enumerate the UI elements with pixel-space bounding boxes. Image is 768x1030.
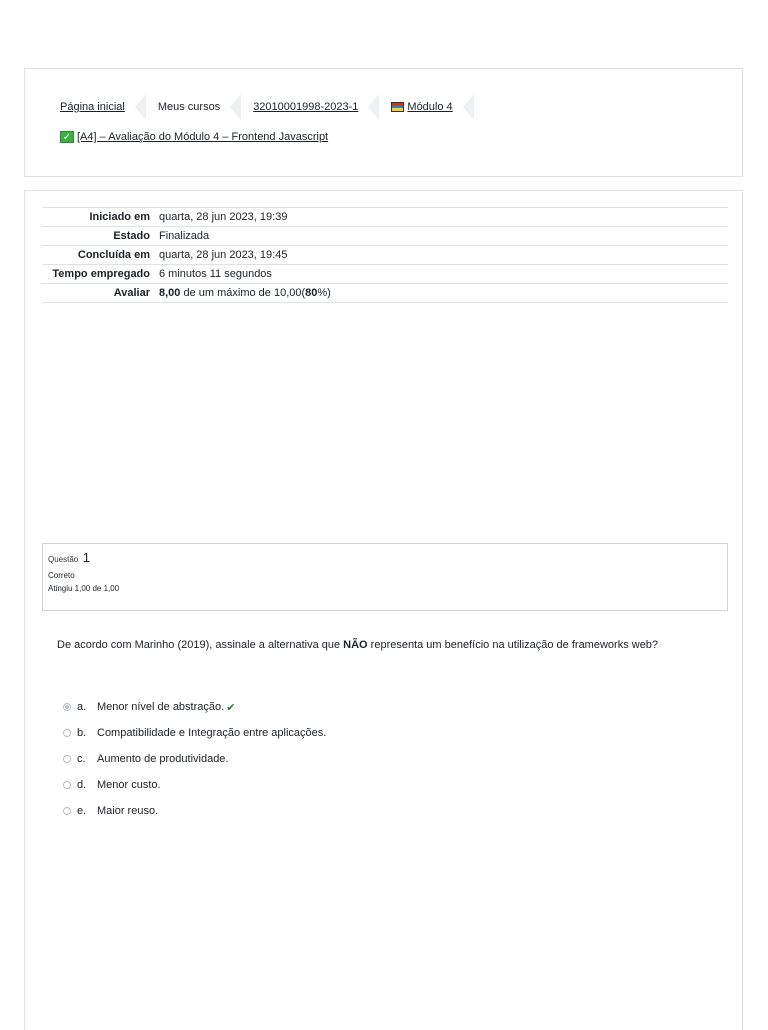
breadcrumb-activity — [60, 131, 328, 143]
grade-percent: 80 — [305, 287, 318, 299]
breadcrumb-course-link[interactable]: 32010001998-2023-1 — [253, 101, 359, 113]
question-text-part: representa um benefício na utilização de frameworks web? — [367, 639, 659, 651]
question-number: 1 — [82, 550, 90, 565]
question-text-emphasis: NÃO — [343, 639, 368, 651]
answer-letter: e. — [77, 805, 87, 817]
summary-value: quarta, 28 jun 2023, 19:45 — [155, 246, 728, 265]
summary-value: quarta, 28 jun 2023, 19:39 — [155, 208, 728, 227]
answer-text: Menor nível de abstração. — [97, 701, 225, 713]
answer-letter: c. — [77, 753, 86, 765]
grade-score: 8,00 — [159, 287, 181, 299]
grade-value — [155, 284, 728, 303]
breadcrumb-my-courses: Meus cursos — [157, 101, 221, 113]
answer-text: Maior reuso. — [97, 805, 159, 817]
breadcrumb-home-link[interactable]: Página inicial — [60, 101, 125, 113]
answer-text: Menor custo. — [97, 779, 161, 791]
summary-label: Iniciado em — [42, 208, 155, 227]
answer-option-a[interactable] — [63, 694, 326, 720]
summary-value: Finalizada — [155, 227, 728, 246]
summary-label: Avaliar — [42, 284, 155, 303]
breadcrumb-module-link[interactable]: Módulo 4 — [407, 101, 453, 113]
grade-text: de um máximo de 10,00( — [180, 287, 306, 299]
breadcrumb-separator — [135, 94, 146, 120]
breadcrumb-separator — [463, 94, 474, 120]
breadcrumb-separator — [230, 94, 241, 120]
summary-label: Tempo empregado — [42, 265, 155, 284]
quiz-review-region — [24, 190, 743, 1030]
summary-row — [42, 246, 728, 265]
question-info — [42, 543, 728, 611]
answer-option-b[interactable] — [63, 720, 326, 746]
summary-row — [42, 227, 728, 246]
correct-check-icon: ✔ — [226, 701, 236, 714]
answer-letter: a. — [77, 701, 87, 713]
answer-option-c[interactable] — [63, 746, 326, 772]
breadcrumb — [60, 93, 486, 121]
question-state: Correto — [48, 571, 75, 580]
question-text-part: De acordo com Marinho (2019), assinale a alternativa que — [57, 639, 344, 651]
answer-option-d[interactable] — [63, 772, 326, 798]
activity-link[interactable]: [A4] – Avaliação do Módulo 4 – Frontend Javascript — [77, 131, 329, 143]
summary-row — [42, 265, 728, 284]
radio-button[interactable] — [63, 781, 71, 789]
summary-label: Concluída em — [42, 246, 155, 265]
answer-letter: b. — [77, 727, 87, 739]
summary-row — [42, 208, 728, 227]
answer-text: Compatibilidade e Integração entre aplicações. — [97, 727, 327, 739]
answer-option-e[interactable] — [63, 798, 326, 824]
grade-suffix: %) — [317, 287, 331, 299]
question-label: Questão — [48, 555, 79, 564]
summary-row-grade — [42, 284, 728, 303]
answer-letter: d. — [77, 779, 87, 791]
radio-button[interactable] — [63, 755, 71, 763]
page-header — [24, 68, 743, 177]
breadcrumb-separator — [368, 94, 379, 120]
radio-button[interactable] — [63, 729, 71, 737]
question-mark: Atingiu 1,00 de 1,00 — [48, 584, 120, 593]
check-icon: ✓ — [60, 131, 74, 143]
summary-value: 6 minutos 11 segundos — [155, 265, 728, 284]
summary-label: Estado — [42, 227, 155, 246]
radio-button[interactable] — [63, 807, 71, 815]
book-icon — [391, 102, 404, 112]
radio-button[interactable] — [63, 703, 71, 711]
attempt-summary-table — [42, 207, 728, 303]
answer-list — [63, 694, 326, 824]
question-text — [57, 637, 697, 654]
answer-text: Aumento de produtividade. — [97, 753, 229, 765]
